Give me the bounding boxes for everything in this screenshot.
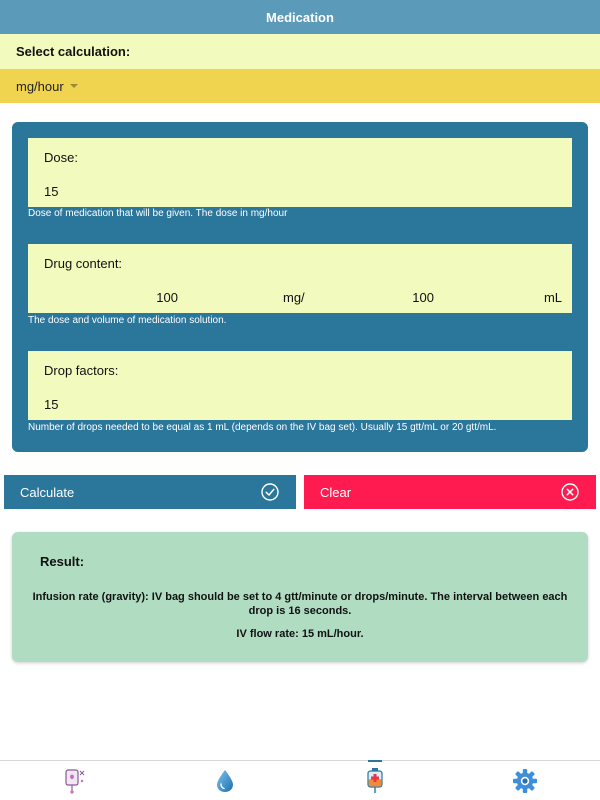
close-circle-icon <box>561 483 579 501</box>
result-card <box>12 532 588 662</box>
result-title: Result: <box>40 554 85 569</box>
calculation-dropdown-value: mg/hour <box>16 78 64 94</box>
dose-input[interactable]: 15 <box>44 184 59 199</box>
caret-down-icon <box>70 84 78 88</box>
drug-content-label: Drug content: <box>44 256 123 271</box>
gear-icon <box>512 768 538 794</box>
tab-iv-drip[interactable] <box>0 761 150 800</box>
calculate-button-label: Calculate <box>20 484 75 500</box>
tab-water[interactable] <box>150 761 300 800</box>
tab-bar <box>0 760 600 800</box>
infusion-rate-result: Infusion rate (gravity): IV bag should be set to 4 gtt/minute or drops/minute. The interval between each drop is 16 seconds. <box>32 591 568 617</box>
drug-content-help-text: The dose and volume of medication solution. <box>28 315 227 326</box>
calculation-dropdown[interactable] <box>0 69 600 103</box>
dose-help-text: Dose of medication that will be given. The dose in mg/hour <box>28 208 288 219</box>
tab-settings[interactable] <box>450 761 600 800</box>
select-calculation-row <box>0 34 600 69</box>
clear-button[interactable] <box>304 475 596 509</box>
check-circle-icon <box>261 483 279 501</box>
select-calculation-label: Select calculation: <box>16 44 131 59</box>
page-title: Medication <box>266 9 334 25</box>
drug-content-field <box>28 244 572 313</box>
drop-factor-field[interactable] <box>28 351 572 420</box>
input-form-card <box>12 122 588 452</box>
drop-factor-label: Drop factors: <box>44 363 119 378</box>
dose-field[interactable] <box>28 138 572 207</box>
drug-volume-unit: mL <box>543 290 562 305</box>
dose-label: Dose: <box>44 150 78 165</box>
calculate-button[interactable] <box>4 475 296 509</box>
water-drop-icon <box>214 768 236 794</box>
tab-medication[interactable] <box>300 761 450 800</box>
drug-amount-unit: mg/ <box>283 290 305 305</box>
drug-volume-input[interactable]: 100 <box>412 290 434 305</box>
drop-factor-input[interactable]: 15 <box>44 397 59 412</box>
drop-factor-help-text: Number of drops needed to be equal as 1 mL (depends on the IV bag set). Usually 15 gtt/mL or 20 gtt/mL. <box>28 422 497 433</box>
drug-amount-input[interactable]: 100 <box>156 290 178 305</box>
iv-flow-rate-result: IV flow rate: 15 mL/hour. <box>236 628 364 640</box>
iv-drip-icon <box>62 767 88 795</box>
clear-button-label: Clear <box>320 484 352 500</box>
iv-bag-icon <box>364 767 386 795</box>
nav-bar <box>0 0 600 34</box>
